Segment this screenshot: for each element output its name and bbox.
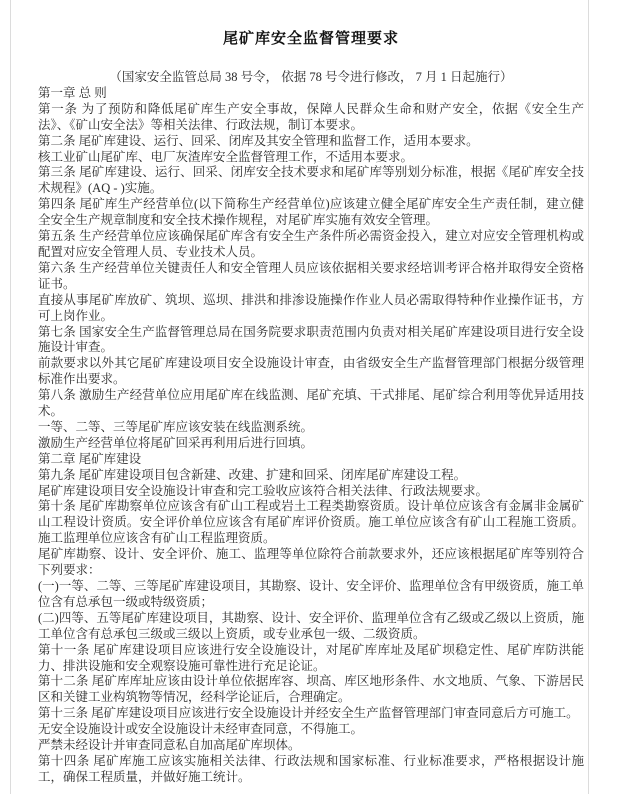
paragraph: 第六条 生产经营单位关键责任人和安全管理人员应该依据相关要求经培训考评合格并取得安全资格证书。 (38, 260, 584, 291)
paragraph: (一)一等、二等、三等尾矿库建设项目，其勘察、设计、安全评价、监理单位含有甲级资质，施工单位含有总承包一级或特级资质； (38, 579, 584, 609)
paragraph: 第二条 尾矿库建设、运行、回采、闭库及其安全管理和监督工作，适用本要求。 (38, 133, 479, 148)
paragraph: 第一章 总 则 (38, 85, 107, 100)
paragraph: 第十二条 尾矿库库址应该由设计单位依据库容、坝高、库区地形条件、水文地质、气象、下游居民区和关键工业构筑物等情况，经科学论证后，合理确定。 (38, 674, 584, 705)
paragraph: 第十条 尾矿库勘察单位应该含有矿山工程或岩土工程类勘察资质。设计单位应该含有金属非金属矿山工程设计资质。安全评价单位应该含有尾矿库评价资质。施工单位应该含有矿山工程施工资质。施工监理单位应该含有矿山工程监理资质。 (38, 499, 584, 546)
page-edge-right (588, 0, 589, 794)
paragraph: 一等、二等、三等尾矿库应该安装在线监测系统。 (38, 419, 314, 434)
paragraph: 尾矿库建设项目安全设施设计审查和完工验收应该符合相关法律、行政法规要求。 (38, 483, 489, 498)
paragraph: 尾矿库勘察、设计、安全评价、施工、监理等单位除符合前款要求外，还应该根据尾矿库等别符合下列要求： (38, 547, 584, 578)
paragraph: 严禁未经设计并审查同意私自加高尾矿库坝体。 (38, 738, 301, 753)
document-title: 尾矿库安全监督管理要求 (222, 31, 399, 47)
paragraph: 第二章 尾矿库建设 (38, 451, 142, 466)
paragraph: 第十一条 尾矿库建设项目应该进行安全设施设计，对尾矿库库址及尾矿坝稳定性、尾矿库防洪能力、排洪设施和安全观察设施可靠性进行充足论证。 (38, 642, 584, 673)
paragraph: 第四条 尾矿库生产经营单位(以下简称生产经营单位)应该建立健全尾矿库安全生产责任制，建立健全安全生产规章制度和安全技术操作规程，对尾矿库实施有效安全管理。 (38, 197, 584, 228)
paragraph: 第十三条 尾矿库建设项目应该进行安全设施设计并经安全生产监督管理部门审查同意后方可施工。 (38, 706, 579, 721)
paragraph: 第三条 尾矿库建设、运行、回采、闭库安全技术要求和尾矿库等别划分标准，根据《尾矿库安全技术规程》(AQ - )实施。 (38, 165, 584, 196)
paragraph: 第九条 尾矿库建设项目包含新建、改建、扩建和回采、闭库尾矿库建设工程。 (38, 467, 467, 482)
paragraph: 第一条 为了预防和降低尾矿库生产安全事故，保障人民群众生命和财产安全，依据《安全生产法》、《矿山安全法》等相关法律、行政法规，制订本要求。 (38, 101, 584, 132)
paragraph: 核工业矿山尾矿库、电厂灰渣库安全监督管理工作，不适用本要求。 (38, 149, 414, 164)
paragraph: 第十四条 尾矿库施工应该实施相关法律、行政法规和国家标准、行业标准要求，严格根据设计施工，确保工程质量，并做好施工统计。 (38, 753, 584, 784)
document-body (38, 86, 584, 786)
paragraph: 第八条 激励生产经营单位应用尾矿库在线监测、尾矿充填、干式排尾、尾矿综合利用等优异适用技术。 (38, 388, 584, 419)
paragraph: 激励生产经营单位将尾矿回采再利用后进行回填。 (38, 435, 314, 450)
document-content (38, 0, 584, 786)
paragraph: (二)四等、五等尾矿库建设项目，其勘察、设计、安全评价、监理单位含有乙级或乙级以上资质，施工单位含有总承包三级或三级以上资质，或专业承包一级、二级资质。 (38, 610, 584, 641)
paragraph: 前款要求以外其它尾矿库建设项目安全设施设计审查，由省级安全生产监督管理部门根据分级管理标准作出要求。 (38, 356, 584, 387)
paragraph: 第七条 国家安全生产监督管理总局在国务院要求职责范围内负责对相关尾矿库建设项目进行安全设施设计审查。 (38, 324, 584, 355)
paragraph: 无安全设施设计或安全设施设计未经审查同意，不得施工。 (38, 722, 364, 737)
document-subtitle: （国家安全监管总局 38 号令， 依据 78 号令进行修改， 7 月 1 日起施行） (109, 70, 513, 84)
paragraph: 第五条 生产经营单位应该确保尾矿库含有安全生产条件所必需资金投入，建立对应安全管理机构或配置对应安全管理人员、专业技术人员。 (38, 229, 584, 259)
paragraph: 直接从事尾矿库放矿、筑坝、巡坝、排洪和排渗设施操作作业人员必需取得特种作业操作证书，方可上岗作业。 (38, 292, 584, 323)
page-edge-left (10, 0, 11, 794)
